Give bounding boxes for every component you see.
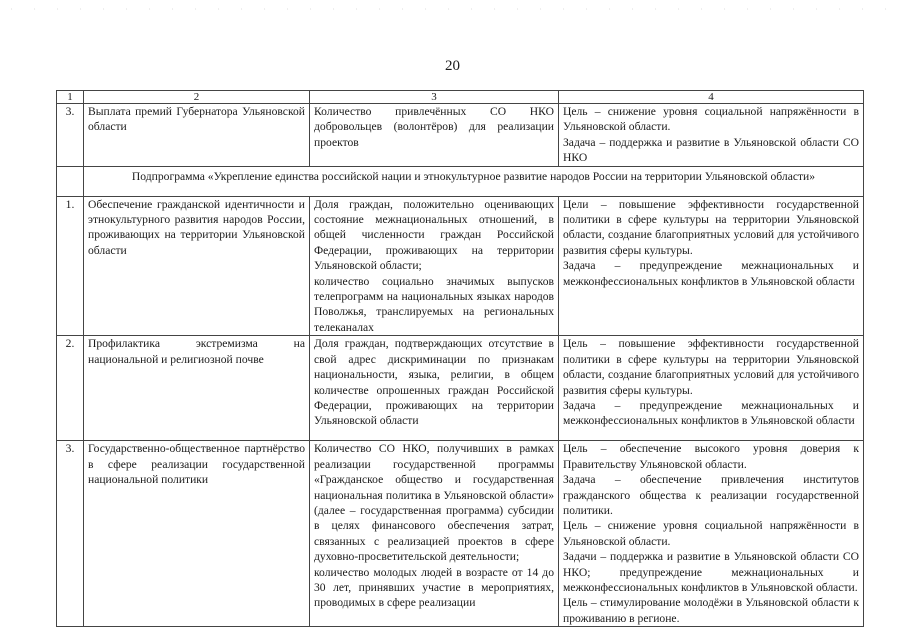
goals-cell <box>559 441 864 627</box>
row-number: 2. <box>57 336 84 441</box>
indicator-text: Количество СО НКО, получивших в рамках реализации государственной программы «Гражданское общество и государственная национальная политика в Ульяновской области» (далее – государственная программа) субсидии в целях финансового обеспечения затрат, связанных с реализацией проектов в сфере духовно-просветительской деятельности; <box>314 442 554 564</box>
indicator-text: Доля граждан, положительно оценивающих состояние межнациональных отношений, в общей численности граждан Российской Федерации, проживающих на территории Ульяновской области; <box>314 197 554 273</box>
page-number: 20 <box>445 58 460 74</box>
goals-cell <box>559 104 864 167</box>
goal-text: Цель – повышение эффективности государственной политики в сфере культуры на территории Ульяновской области, создание благоприятных условий для устойчивого развития сферы культуры. <box>563 337 859 397</box>
subprogram-title: Подпрограмма «Укрепление единства российской нации и этнокультурное развитие народов России на территории Ульяновской области» <box>84 166 864 196</box>
indicator-cell <box>310 441 559 627</box>
goals-cell <box>559 336 864 441</box>
goal-text: Цель – обеспечение высокого уровня доверия к Правительству Ульяновской области. <box>563 442 859 471</box>
column-number: 1 <box>57 91 84 104</box>
measure-name: Обеспечение гражданской идентичности и этнокультурного развития народов России, проживающих на территории Ульяновской области <box>84 196 310 336</box>
column-number-row <box>57 91 864 104</box>
row-number: 1. <box>57 196 84 336</box>
goals-cell <box>559 196 864 336</box>
row-number: 3. <box>57 441 84 627</box>
indicator-cell <box>310 196 559 336</box>
table-row <box>57 441 864 627</box>
column-number: 4 <box>559 91 864 104</box>
table-row <box>57 104 864 167</box>
row-number: 3. <box>57 104 84 167</box>
goal-text: Задача – поддержка и развитие в Ульяновской области СО НКО <box>563 135 859 165</box>
indicator-text: количество молодых людей в возрасте от 14 до 30 лет, принявших участие в мероприятиях, проводимых в сфере реализации <box>314 565 554 610</box>
measure-name: Выплата премий Губернатора Ульяновской области <box>84 104 310 167</box>
indicator-cell: Количество привлечённых СО НКО добровольцев (волонтёров) для реализации проектов <box>310 104 559 167</box>
goal-text: Задача – предупреждение межнациональных и межконфессиональных конфликтов в Ульяновской области <box>563 259 859 288</box>
measure-name: Профилактика экстремизма на национальной и религиозной почве <box>84 336 310 441</box>
column-number: 2 <box>84 91 310 104</box>
goal-text: Цели – повышение эффективности государственной политики в сфере культуры на территории Ульяновской области, создание благоприятных условий для устойчивого развития сферы культуры. <box>563 197 859 257</box>
goal-text: Цель – снижение уровня социальной напряжённости в Ульяновской области. <box>563 519 859 548</box>
scan-noise <box>0 6 905 12</box>
program-table <box>56 90 864 627</box>
goal-text: Задача – предупреждение межнациональных и межконфессиональных конфликтов в Ульяновской области <box>563 398 859 428</box>
indicator-text: количество социально значимых выпусков телепрограмм на национальных языках народов Поволжья, транслируемых на региональных телеканалах <box>314 274 554 334</box>
table-row <box>57 196 864 336</box>
column-number: 3 <box>310 91 559 104</box>
goal-text: Задача – обеспечение привлечения институтов гражданского общества к реализации государственной политики. <box>563 473 859 517</box>
table-row <box>57 336 864 441</box>
indicator-text: Доля граждан, подтверждающих отсутствие в свой адрес дискриминации по признакам национальности, языка, религии, в общем количестве опрошенных граждан Российской Федерации, проживающих на территории Ульяновской области <box>314 337 554 428</box>
goal-text: Задачи – поддержка и развитие в Ульяновской области СО НКО; предупреждение межнациональных и межконфессиональных конфликтов в Ульяновской области. <box>563 550 859 594</box>
subprogram-row <box>57 166 864 196</box>
indicator-cell <box>310 336 559 441</box>
goal-text: Цель – стимулирование молодёжи в Ульяновской области к проживанию в регионе. <box>563 596 859 625</box>
measure-name: Государственно-общественное партнёрство в сфере реализации государственной национальной политики <box>84 441 310 627</box>
goal-text: Цель – снижение уровня социальной напряжённости в Ульяновской области. <box>563 105 859 134</box>
